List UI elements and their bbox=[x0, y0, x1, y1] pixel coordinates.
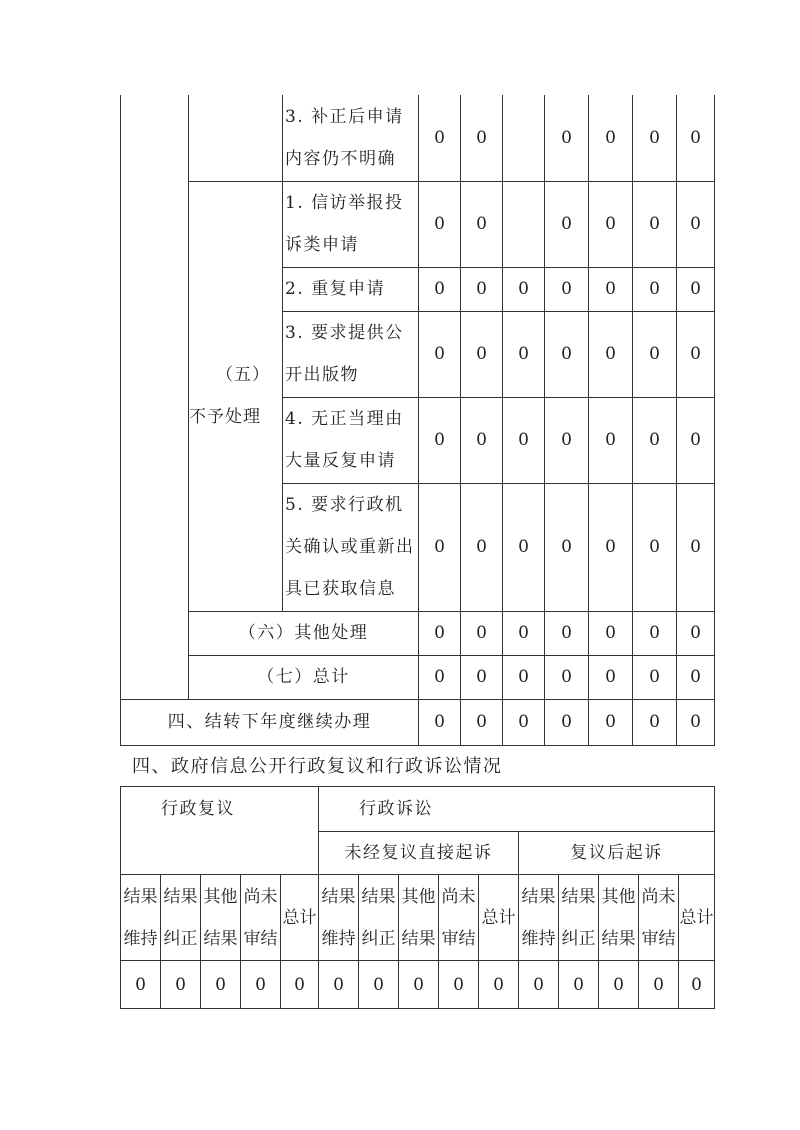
value-cell: 0 bbox=[589, 397, 633, 483]
value-cell: 0 bbox=[633, 311, 677, 397]
table-row bbox=[121, 699, 715, 745]
value-cell: 0 bbox=[503, 483, 545, 611]
value-cell: 0 bbox=[589, 267, 633, 311]
value-cell: 0 bbox=[419, 311, 461, 397]
row-label: 3. 补正后申请内容仍不明确 bbox=[283, 95, 419, 181]
value-cell: 0 bbox=[419, 699, 461, 745]
group-label-line2: 不予处理 bbox=[189, 407, 261, 427]
value-cell: 0 bbox=[419, 267, 461, 311]
value-cell: 0 bbox=[461, 95, 503, 181]
table2-values-row bbox=[121, 961, 715, 1009]
value-cell: 0 bbox=[503, 655, 545, 699]
value-cell: 0 bbox=[589, 655, 633, 699]
value-cell: 0 bbox=[419, 611, 461, 655]
value-cell: 0 bbox=[545, 95, 589, 181]
column-header: 其他结果 bbox=[201, 875, 241, 961]
value-cell: 0 bbox=[633, 95, 677, 181]
value-cell: 0 bbox=[633, 655, 677, 699]
row-label: 4. 无正当理由大量反复申请 bbox=[283, 397, 419, 483]
value-cell: 0 bbox=[589, 699, 633, 745]
statistics-table bbox=[120, 95, 715, 746]
value-cell: 0 bbox=[633, 483, 677, 611]
column-header: 总计 bbox=[281, 875, 319, 961]
table1-body bbox=[121, 95, 715, 745]
row-label: （七）总计 bbox=[189, 655, 419, 699]
table-row bbox=[121, 181, 715, 267]
admin-litigation-header: 行政诉讼 bbox=[319, 787, 715, 832]
value-cell: 0 bbox=[503, 267, 545, 311]
column-header: 结果纠正 bbox=[161, 875, 201, 961]
row-label: 2. 重复申请 bbox=[283, 267, 419, 311]
value-cell bbox=[503, 95, 545, 181]
value-cell: 0 bbox=[545, 699, 589, 745]
group-label-line1: （五） bbox=[216, 365, 270, 385]
admin-review-header: 行政复议 bbox=[121, 787, 319, 875]
value-cell: 0 bbox=[589, 311, 633, 397]
row-label: 1. 信访举报投诉类申请 bbox=[283, 181, 419, 267]
column-header: 尚未审结 bbox=[241, 875, 281, 961]
value-cell: 0 bbox=[633, 397, 677, 483]
value-cell: 0 bbox=[399, 961, 439, 1009]
value-cell: 0 bbox=[545, 655, 589, 699]
value-cell: 0 bbox=[679, 961, 715, 1009]
table-row bbox=[121, 655, 715, 699]
prior-group-cell bbox=[189, 95, 283, 181]
column-header: 总计 bbox=[679, 875, 715, 961]
value-cell: 0 bbox=[677, 267, 715, 311]
outer-group-cell bbox=[121, 95, 189, 699]
value-cell: 0 bbox=[677, 95, 715, 181]
column-header: 结果纠正 bbox=[359, 875, 399, 961]
row-label: （六）其他处理 bbox=[189, 611, 419, 655]
value-cell: 0 bbox=[503, 699, 545, 745]
value-cell: 0 bbox=[461, 655, 503, 699]
value-cell: 0 bbox=[677, 483, 715, 611]
column-header: 尚未审结 bbox=[639, 875, 679, 961]
value-cell: 0 bbox=[639, 961, 679, 1009]
value-cell: 0 bbox=[677, 655, 715, 699]
value-cell: 0 bbox=[419, 181, 461, 267]
value-cell: 0 bbox=[559, 961, 599, 1009]
value-cell: 0 bbox=[589, 611, 633, 655]
column-header: 其他结果 bbox=[599, 875, 639, 961]
column-header: 结果维持 bbox=[121, 875, 161, 961]
value-cell: 0 bbox=[161, 961, 201, 1009]
value-cell: 0 bbox=[461, 611, 503, 655]
table2-column-row bbox=[121, 875, 715, 961]
value-cell: 0 bbox=[281, 961, 319, 1009]
table2-header-row bbox=[121, 787, 715, 832]
value-cell: 0 bbox=[633, 699, 677, 745]
value-cell: 0 bbox=[503, 611, 545, 655]
value-cell: 0 bbox=[545, 483, 589, 611]
table-row bbox=[121, 611, 715, 655]
value-cell: 0 bbox=[503, 397, 545, 483]
value-cell: 0 bbox=[461, 267, 503, 311]
column-header: 其他结果 bbox=[399, 875, 439, 961]
value-cell: 0 bbox=[121, 961, 161, 1009]
value-cell: 0 bbox=[519, 961, 559, 1009]
value-cell: 0 bbox=[439, 961, 479, 1009]
value-cell: 0 bbox=[359, 961, 399, 1009]
value-cell: 0 bbox=[461, 397, 503, 483]
value-cell: 0 bbox=[545, 181, 589, 267]
value-cell: 0 bbox=[419, 397, 461, 483]
value-cell: 0 bbox=[589, 95, 633, 181]
value-cell: 0 bbox=[545, 397, 589, 483]
value-cell: 0 bbox=[545, 611, 589, 655]
value-cell: 0 bbox=[419, 655, 461, 699]
value-cell: 0 bbox=[503, 311, 545, 397]
column-header: 结果维持 bbox=[319, 875, 359, 961]
value-cell: 0 bbox=[633, 181, 677, 267]
direct-suit-header: 未经复议直接起诉 bbox=[319, 832, 519, 875]
value-cell: 0 bbox=[677, 699, 715, 745]
value-cell: 0 bbox=[545, 267, 589, 311]
value-cell: 0 bbox=[241, 961, 281, 1009]
value-cell: 0 bbox=[677, 181, 715, 267]
value-cell: 0 bbox=[677, 311, 715, 397]
row-label: 四、结转下年度继续办理 bbox=[121, 699, 419, 745]
value-cell: 0 bbox=[461, 181, 503, 267]
column-header: 尚未审结 bbox=[439, 875, 479, 961]
row-label: 3. 要求提供公开出版物 bbox=[283, 311, 419, 397]
review-litigation-table bbox=[120, 786, 715, 1009]
value-cell: 0 bbox=[461, 311, 503, 397]
value-cell: 0 bbox=[545, 311, 589, 397]
section-title: 四、政府信息公开行政复议和行政诉讼情况 bbox=[132, 756, 503, 777]
value-cell: 0 bbox=[201, 961, 241, 1009]
value-cell: 0 bbox=[677, 397, 715, 483]
value-cell: 0 bbox=[589, 181, 633, 267]
column-header: 结果纠正 bbox=[559, 875, 599, 961]
value-cell: 0 bbox=[319, 961, 359, 1009]
column-header: 总计 bbox=[479, 875, 519, 961]
value-cell: 0 bbox=[461, 483, 503, 611]
value-cell: 0 bbox=[633, 611, 677, 655]
value-cell bbox=[503, 181, 545, 267]
column-header: 结果维持 bbox=[519, 875, 559, 961]
value-cell: 0 bbox=[599, 961, 639, 1009]
row-label: 5. 要求行政机关确认或重新出具已获取信息 bbox=[283, 483, 419, 611]
value-cell: 0 bbox=[461, 699, 503, 745]
value-cell: 0 bbox=[633, 267, 677, 311]
after-review-suit-header: 复议后起诉 bbox=[519, 832, 715, 875]
group-label-no-processing bbox=[189, 181, 283, 611]
value-cell: 0 bbox=[589, 483, 633, 611]
value-cell: 0 bbox=[419, 95, 461, 181]
value-cell: 0 bbox=[677, 611, 715, 655]
table-row bbox=[121, 95, 715, 181]
value-cell: 0 bbox=[479, 961, 519, 1009]
value-cell: 0 bbox=[419, 483, 461, 611]
